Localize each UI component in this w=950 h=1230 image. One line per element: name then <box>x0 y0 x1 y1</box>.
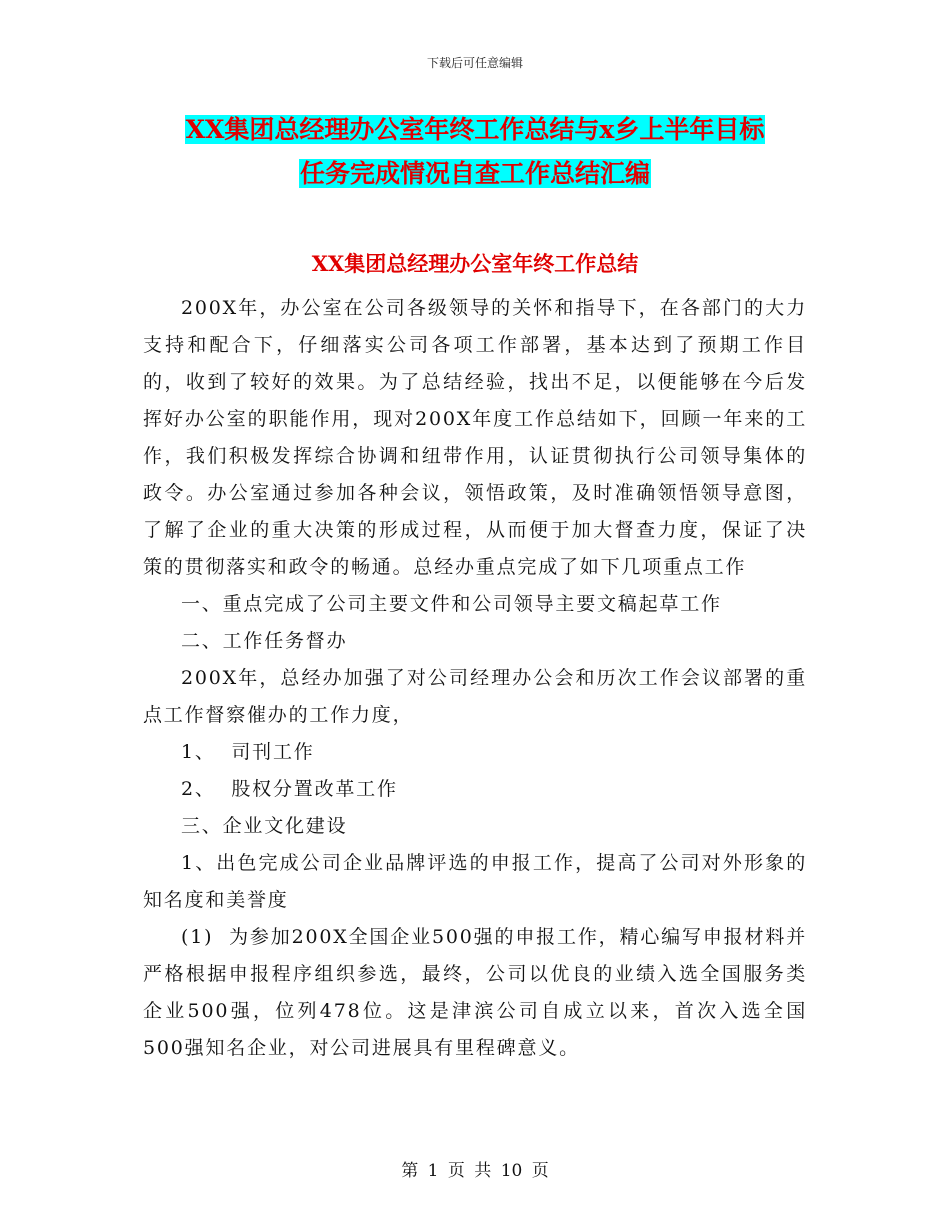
section-title: XX集团总经理办公室年终工作总结 <box>311 251 639 276</box>
paragraph: 二、工作任务督办 <box>181 630 348 652</box>
paragraph: 200X年，办公室在公司各级领导的关怀和指导下，在各部门的大力支持和配合下，仔细落实公司各项工作部署，基本达到了预期工作目的，收到了较好的效果。为了总结经验，找出不足，以便能够在今后发挥好办公室的职能作用，现对200X年度工作总结如下，回顾一年来的工作，我们积极发挥综合协调和纽带作用，认证贯彻执行公司领导集体的政令。办公室通过参加各种会议，领悟政策，及时准确领悟领导意图，了解了企业的重大决策的形成过程，从而便于加大督查力度，保证了决策的贯彻落实和政令的畅通。总经办重点完成了如下几项重点工作 <box>143 297 807 578</box>
document-title-line-2 <box>143 157 807 191</box>
page-footer: 第 1 页 共 10 页 <box>401 1161 549 1181</box>
title-highlight-1: XX集团总经理办公室年终工作总结与x乡上半年目标 <box>185 115 765 144</box>
paragraph: 1、 司刊工作 <box>181 741 315 763</box>
paragraph: 200X年，总经办加强了对公司经理办公会和历次工作会议部署的重点工作督察催办的工作力度， <box>143 667 807 726</box>
paragraph: 1、出色完成公司企业品牌评选的申报工作，提高了公司对外形象的知名度和美誉度 <box>143 852 807 911</box>
paragraph: 三、企业文化建设 <box>181 815 348 837</box>
paragraph: 2、 股权分置改革工作 <box>181 778 398 800</box>
paragraph: (1) 为参加200X全国企业500强的申报工作，精心编写申报材料并严格根据申报程序组织参选，最终，公司以优良的业绩入选全国服务类企业500强，位列478位。这是津滨公司自成立以来，首次入选全国500强知名企业，对公司进展具有里程碑意义。 <box>143 926 807 1059</box>
paragraph: 一、重点完成了公司主要文件和公司领导主要文稿起草工作 <box>181 593 722 615</box>
document-body <box>143 290 807 1067</box>
page-header: 下载后可任意编辑 <box>426 56 523 70</box>
document-title-line-1 <box>143 113 807 147</box>
title-highlight-2: 任务完成情况自查工作总结汇编 <box>299 159 650 188</box>
